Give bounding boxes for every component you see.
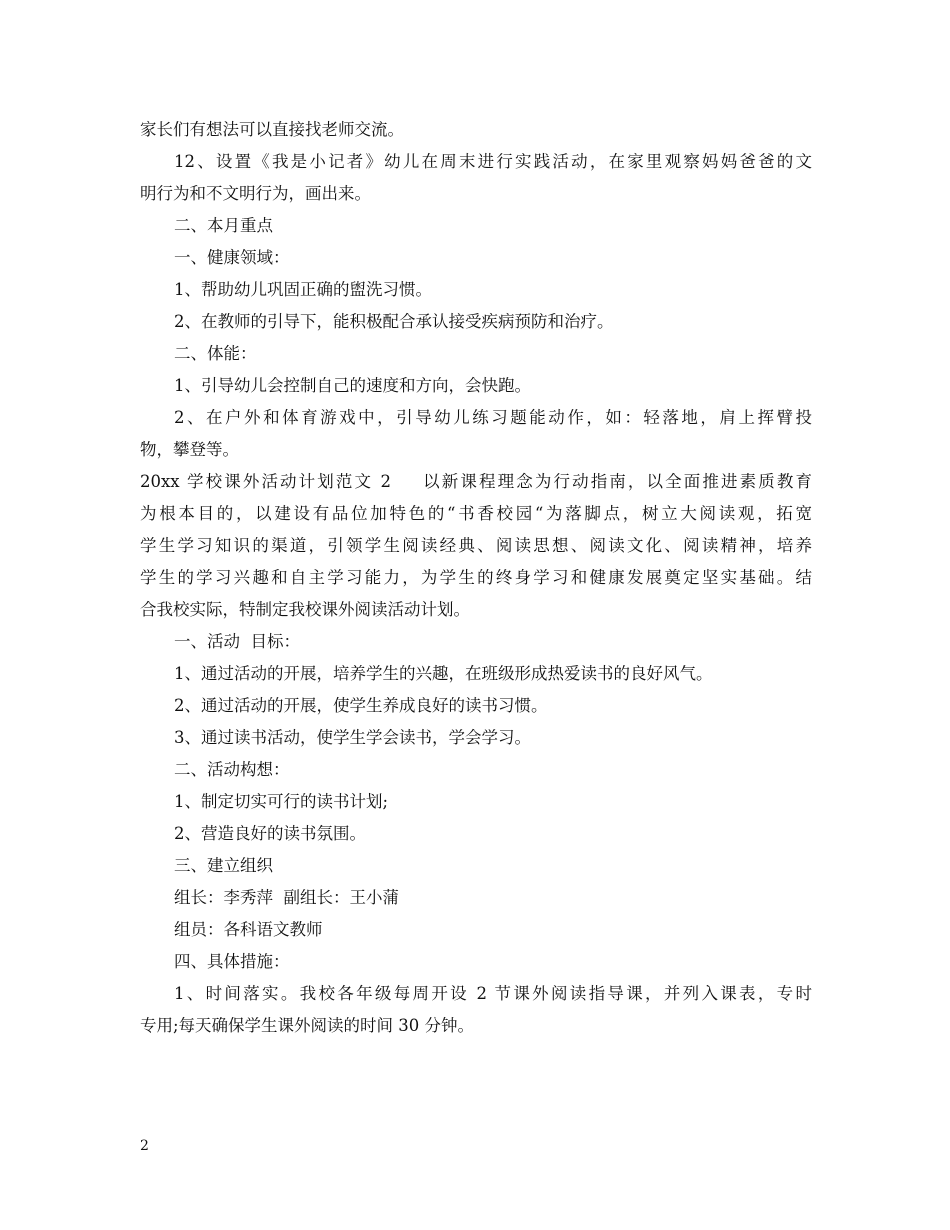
list-item: 2、通过活动的开展，使学生养成良好的读书习惯。 [174, 696, 548, 715]
subsection-heading: 一、健康领域： [174, 248, 290, 267]
list-item: 2、在户外和体育游戏中，引导幼儿练习题能动作，如：轻落地，肩上挥臂投 [174, 408, 812, 427]
list-item: 1、帮助幼儿巩固正确的盥洗习惯。 [174, 280, 432, 299]
text-line: 专用;每天确保学生课外阅读的时间 30 分钟。 [140, 1016, 475, 1035]
text-line: 物，攀登等。 [140, 440, 239, 459]
list-item: 3、通过读书活动，使学生学会读书，学会学习。 [174, 728, 531, 747]
list-item: 1、通过活动的开展，培养学生的兴趣，在班级形成热爱读书的良好风气。 [174, 664, 713, 683]
list-item: 1、引导幼儿会控制自己的速度和方向，会快跑。 [174, 376, 531, 395]
text-line: 为根本目的，以建设有品位加特色的“书香校园“为落脚点，树立大阅读观，拓宽 [140, 504, 812, 523]
page-content [140, 114, 812, 1042]
section-heading: 一、活动 目标： [174, 632, 300, 651]
text-line: 明行为和不文明行为，画出来。 [140, 184, 371, 203]
text-line: 12、设置《我是小记者》幼儿在周末进行实践活动，在家里观察妈妈爸爸的文 [174, 152, 812, 171]
section-heading: 三、建立组织 [174, 856, 273, 875]
article-title: 20xx 学校课外活动计划范文 2 [140, 472, 392, 491]
section-heading: 四、具体措施： [174, 952, 290, 971]
list-item: 2、营造良好的读书氛围。 [174, 824, 366, 843]
subsection-heading: 二、体能： [174, 344, 257, 363]
section-heading: 二、活动构想： [174, 760, 290, 779]
page-number: 2 [140, 1138, 149, 1154]
text-line: 家长们有想法可以直接找老师交流。 [140, 120, 404, 139]
list-item: 1、时间落实。我校各年级每周开设 2 节课外阅读指导课，并列入课表，专时 [174, 984, 812, 1003]
list-item: 2、在教师的引导下，能积极配合承认接受疾病预防和治疗。 [174, 312, 614, 331]
list-item: 组长：李秀萍 副组长：王小蒲 [174, 888, 399, 907]
text-line: 学生的学习兴趣和自主学习能力，为学生的终身学习和健康发展奠定坚实基础。结 [140, 568, 812, 587]
list-item: 1、制定切实可行的读书计划; [174, 792, 389, 811]
intro-text: 以新课程理念为行动指南，以全面推进素质教育 [421, 472, 812, 491]
section-heading: 二、本月重点 [174, 216, 273, 235]
article-title-line [140, 466, 812, 498]
text-line: 合我校实际，特制定我校课外阅读活动计划。 [140, 600, 470, 619]
text-line: 学生学习知识的渠道，引领学生阅读经典、阅读思想、阅读文化、阅读精神，培养 [140, 536, 812, 555]
list-item: 组员：各科语文教师 [174, 920, 323, 939]
